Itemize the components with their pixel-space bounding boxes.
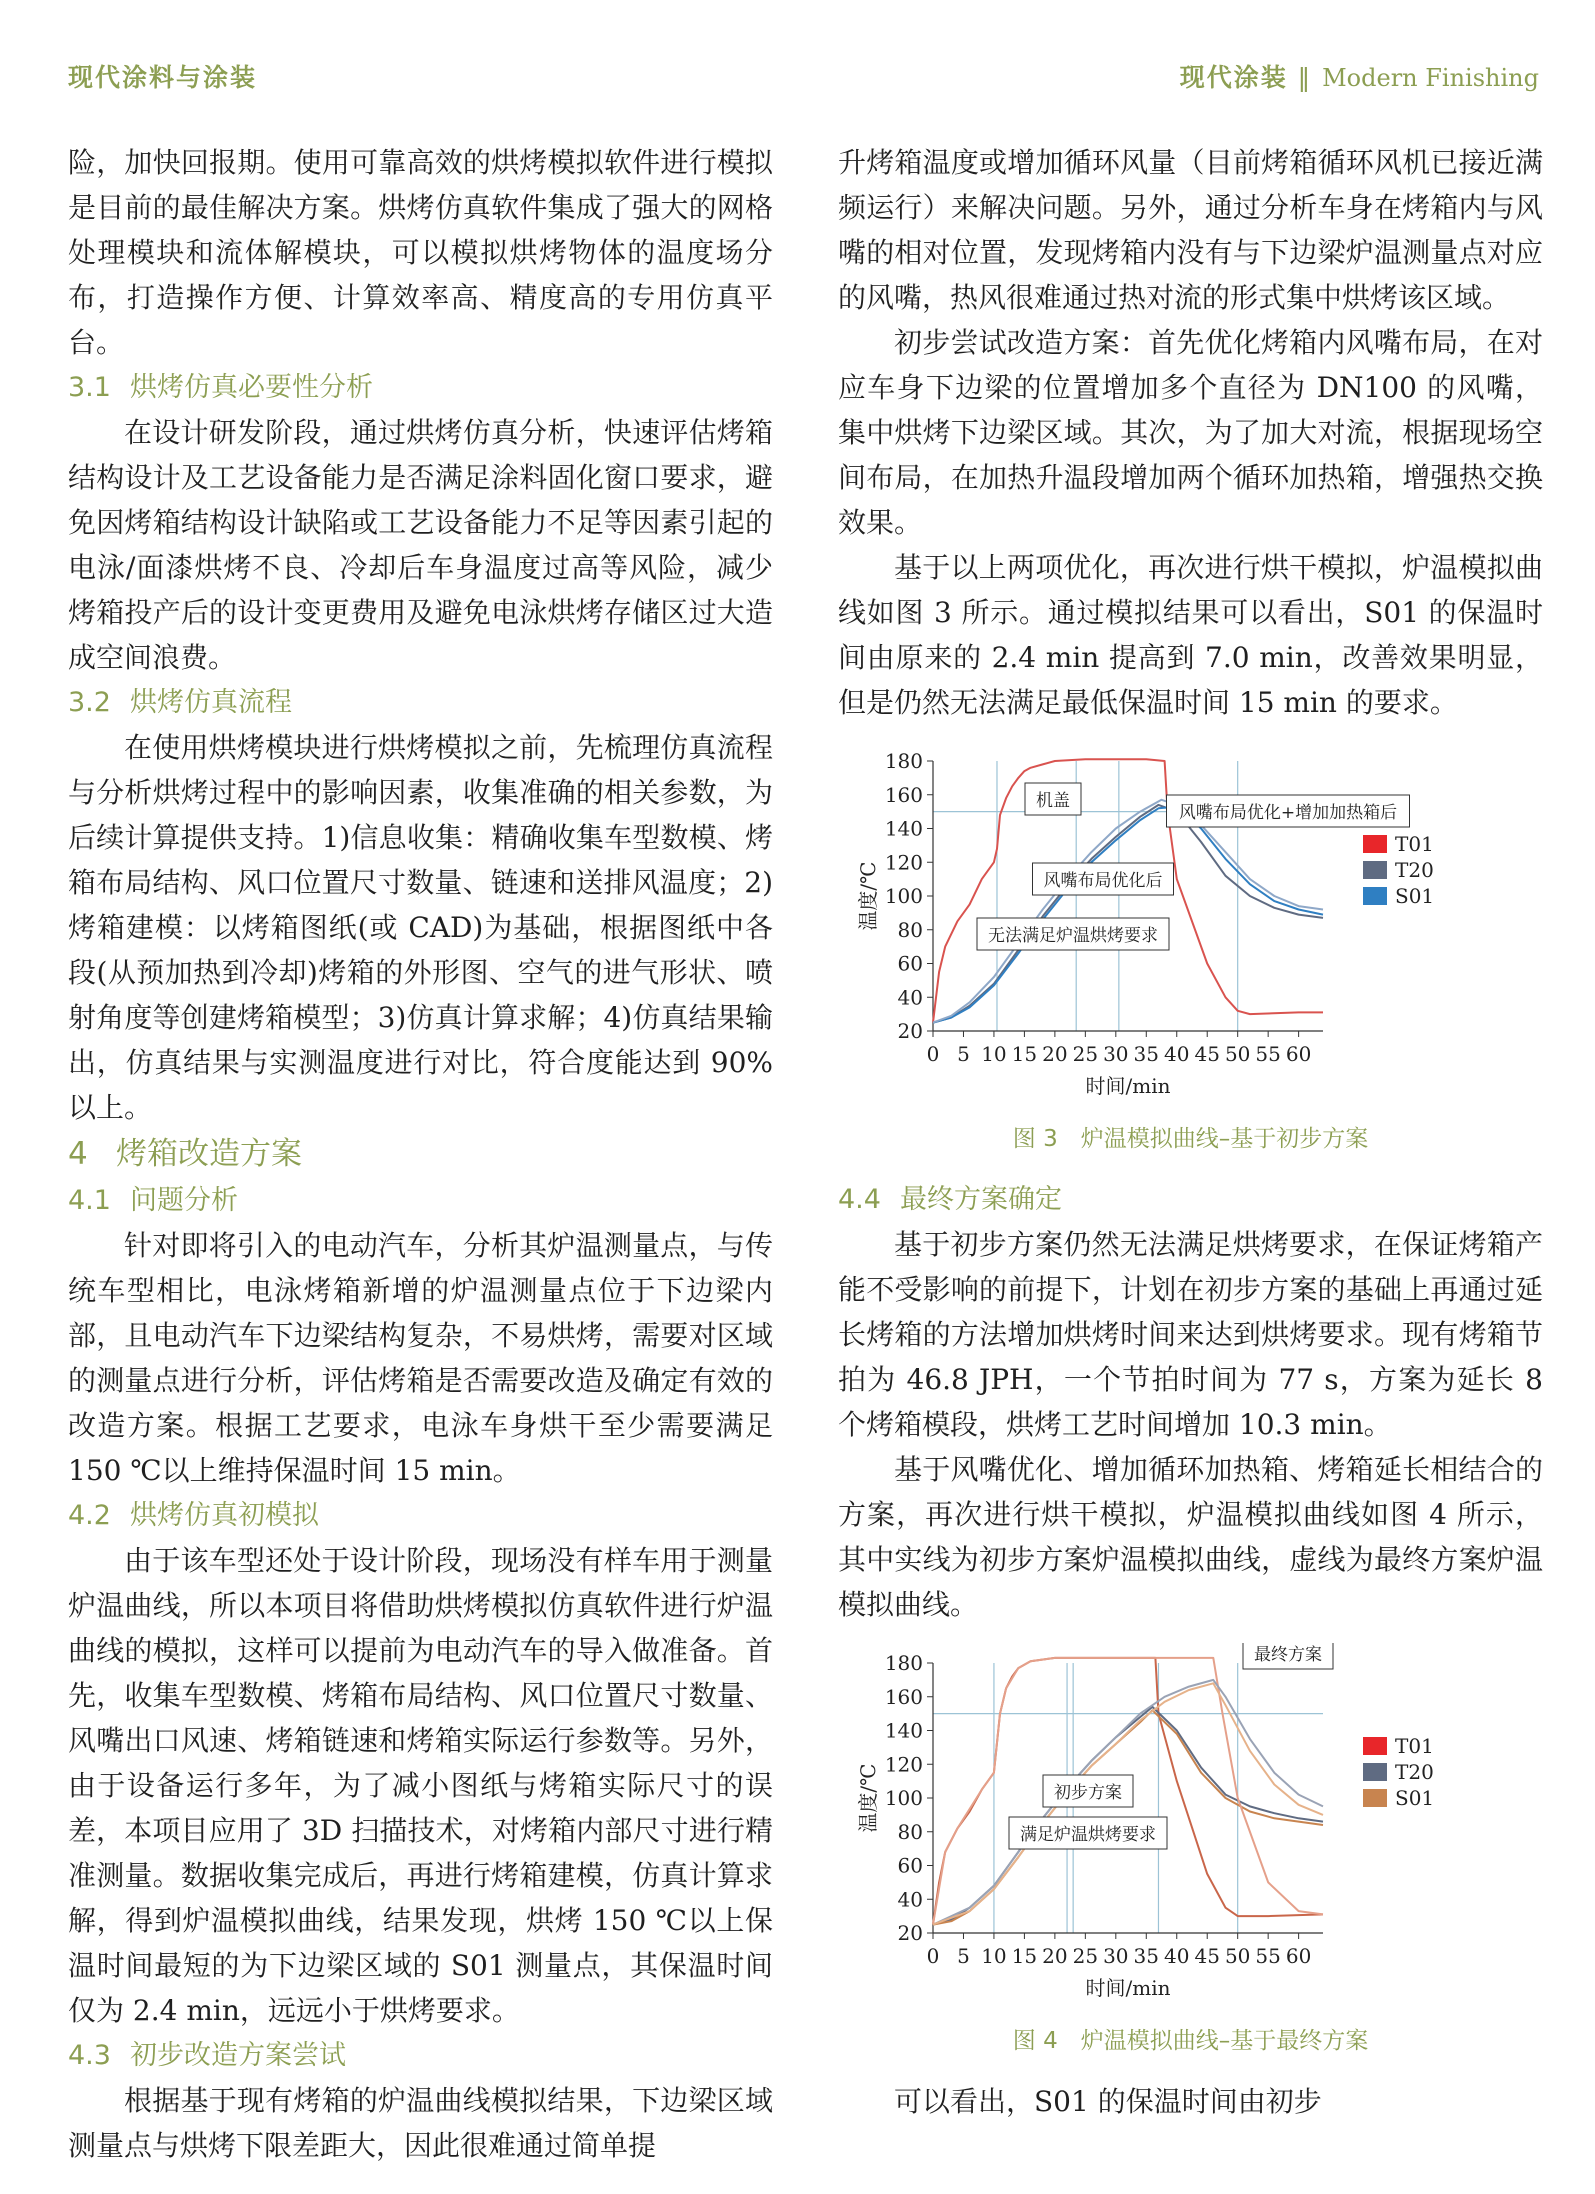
section-heading-3-2	[68, 680, 773, 725]
section-title: 烘烤仿真初模拟	[130, 1500, 319, 1531]
legend-swatch	[1363, 835, 1387, 853]
y-tick-label: 40	[897, 1887, 923, 1912]
x-tick-label: 0	[926, 1042, 940, 1066]
x-tick-label: 55	[1255, 1944, 1281, 1968]
x-tick-label: 15	[1011, 1944, 1038, 1968]
section-title: 初步改造方案尝试	[130, 2040, 346, 2071]
legend	[1363, 1734, 1434, 1810]
x-tick-label: 35	[1133, 1944, 1160, 1968]
series-line-2	[933, 807, 1323, 1023]
y-tick-label: 20	[897, 1019, 923, 1043]
y-tick-label: 180	[884, 1651, 923, 1675]
section-title: 烘烤仿真必要性分析	[130, 372, 373, 403]
x-tick-label: 50	[1224, 1944, 1251, 1968]
paragraph: 针对即将引入的电动汽车，分析其炉温测量点，与传统车型相比，电泳烤箱新增的炉温测量点位于下边梁内部，且电动汽车下边梁结构复杂，不易烘烤，需要对区域的测量点进行分析，评估烤箱是否需要改造及确定有效的改造方案。根据工艺要求，电泳车身烘干至少需要满足 150 ℃以上维持保温时间 15 min。	[68, 1229, 773, 1487]
legend-label: T20	[1395, 858, 1434, 882]
section-heading-4-4	[838, 1177, 1543, 1222]
x-axis-label: 时间/min	[1085, 1074, 1171, 1098]
section-heading-4-3	[68, 2033, 773, 2078]
journal-separator: ‖	[1297, 63, 1313, 92]
section-number: 4.2	[68, 1500, 111, 1531]
x-tick-label: 40	[1164, 1042, 1190, 1066]
x-tick-label: 55	[1255, 1042, 1281, 1066]
right-column	[838, 140, 1543, 2124]
legend-label: T01	[1395, 1734, 1434, 1758]
x-tick-label: 50	[1224, 1042, 1251, 1066]
y-tick-label: 80	[897, 917, 923, 942]
x-tick-label: 5	[957, 1042, 970, 1066]
y-tick-label: 120	[884, 1752, 923, 1777]
legend-label: T20	[1395, 1760, 1434, 1784]
y-tick-label: 140	[884, 816, 923, 841]
section-number: 3.1	[68, 372, 111, 403]
section-number: 4.3	[68, 2040, 111, 2071]
y-tick-label: 120	[884, 850, 923, 875]
annotations	[1009, 1643, 1333, 1849]
x-tick-label: 60	[1285, 1042, 1312, 1066]
section-heading-4-2	[68, 1493, 773, 1538]
section-number: 4	[68, 1136, 88, 1172]
x-axis-label: 时间/min	[1085, 1976, 1171, 2000]
figure-3	[838, 741, 1543, 1111]
legend-swatch	[1363, 1737, 1387, 1755]
paragraph: 在设计研发阶段，通过烘烤仿真分析，快速评估烤箱结构设计及工艺设备能力是否满足涂料固化窗口要求，避免因烤箱结构设计缺陷或工艺设备能力不足等因素引起的电泳/面漆烘烤不良、冷却后车身温度过高等风险，减少烤箱投产后的设计变更费用及避免电泳烘烤存储区过大造成空间浪费。	[68, 416, 773, 674]
x-tick-label: 45	[1194, 1042, 1220, 1066]
x-tick-label: 45	[1194, 1944, 1220, 1968]
y-tick-label: 100	[884, 884, 923, 908]
x-tick-label: 25	[1072, 1042, 1099, 1066]
section-heading-3-1	[68, 365, 773, 410]
section-heading-4-1	[68, 1178, 773, 1223]
paragraph: 初步尝试改造方案：首先优化烤箱内风嘴布局，在对应车身下边梁的位置增加多个直径为 DN100 的风嘴，集中烘烤下边梁区域。其次，为了加大对流，根据现场空间布局，在加热升温段增加两个循环加热箱，增强热交换效果。	[838, 326, 1543, 539]
x-tick-label: 10	[981, 1944, 1007, 1968]
y-tick-label: 160	[884, 782, 923, 807]
x-tick-label: 0	[926, 1944, 940, 1968]
journal-name-cn: 现代涂装	[1179, 63, 1288, 92]
section-heading-4	[68, 1130, 773, 1178]
chart-figure-4	[838, 1643, 1543, 2013]
y-tick-label: 80	[897, 1819, 923, 1844]
journal-header-right	[1180, 58, 1539, 94]
y-tick-label: 60	[897, 1853, 923, 1878]
x-tick-label: 20	[1042, 1042, 1068, 1066]
x-tick-label: 30	[1103, 1944, 1129, 1968]
paragraph: 根据基于现有烤箱的炉温曲线模拟结果，下边梁区域测量点与烘烤下限差距大，因此很难通过简单提	[68, 2084, 773, 2162]
paragraph: 在使用烘烤模块进行烘烤模拟之前，先梳理仿真流程与分析烘烤过程中的影响因素，收集准确的相关参数，为后续计算提供支持。1)信息收集：精确收集车型数模、烤箱布局结构、风口位置尺寸数量、链速和送排风温度；2)烤箱建模：以烤箱图纸(或 CAD)为基础，根据图纸中各段(从预加热到冷却)烤箱的外形图、空气的进气形状、喷射角度等创建烤箱模型；3)仿真计算求解；4)仿真结果输出，仿真结果与实测温度进行对比，符合度能达到 90%以上。	[68, 731, 773, 1124]
x-tick-label: 40	[1164, 1944, 1190, 1968]
y-tick-label: 180	[884, 749, 923, 773]
section-title: 最终方案确定	[900, 1184, 1062, 1215]
section-number: 3.2	[68, 687, 111, 718]
figure-4	[838, 1643, 1543, 2013]
paragraph: 由于该车型还处于设计阶段，现场没有样车用于测量炉温曲线，所以本项目将借助烘烤模拟仿真软件进行炉温曲线的模拟，这样可以提前为电动汽车的导入做准备。首先，收集车型数模、烤箱布局结构、风口位置尺寸数量、风嘴出口风速、烤箱链速和烤箱实际运行参数等。另外，由于设备运行多年，为了减小图纸与烤箱实际尺寸的误差，本项目应用了 3D 扫描技术，对烤箱内部尺寸进行精准测量。数据收集完成后，再进行烤箱建模，仿真计算求解，得到炉温模拟曲线，结果发现，烘烤 150 ℃以上保温时间最短的为下边梁区域的 S01 测量点，其保温时间仅为 2.4 min，远远小于烘烤要求。	[68, 1544, 773, 2027]
series-line-3	[933, 800, 1323, 1023]
y-tick-label: 140	[884, 1718, 923, 1743]
y-tick-label: 100	[884, 1786, 923, 1810]
legend	[1363, 832, 1434, 908]
paragraph: 基于初步方案仍然无法满足烘烤要求，在保证烤箱产能不受影响的前提下，计划在初步方案的基础上再通过延长烤箱的方法增加烘烤时间来达到烘烤要求。现有烤箱节拍为 46.8 JPH，一个节拍时间为 77 s，方案为延长 8 个烤箱模段，烘烤工艺时间增加 10.3 min。	[838, 1228, 1543, 1441]
paragraph: 基于以上两项优化，再次进行烘干模拟，炉温模拟曲线如图 3 所示。通过模拟结果可以看出，S01 的保温时间由原来的 2.4 min 提高到 7.0 min，改善效果明显，但是仍然无法满足最低保温时间 15 min 的要求。	[838, 551, 1543, 719]
x-tick-label: 25	[1072, 1944, 1099, 1968]
paragraph: 基于风嘴优化、增加循环加热箱、烤箱延长相结合的方案，再次进行烘干模拟，炉温模拟曲线如图 4 所示，其中实线为初步方案炉温模拟曲线，虚线为最终方案炉温模拟曲线。	[838, 1453, 1543, 1621]
legend-label: S01	[1395, 884, 1435, 908]
legend-swatch	[1363, 1789, 1387, 1807]
y-tick-label: 20	[897, 1921, 923, 1945]
annotation-label: 最终方案	[1254, 1645, 1322, 1665]
legend-swatch	[1363, 1763, 1387, 1781]
section-title: 问题分析	[130, 1185, 238, 1216]
figure-caption: 图 4 炉温模拟曲线–基于最终方案	[1012, 2028, 1369, 2054]
annotation-label: 风嘴布局优化后	[1043, 871, 1163, 891]
y-tick-label: 40	[897, 985, 923, 1010]
paragraph: 可以看出，S01 的保温时间由初步	[894, 2085, 1322, 2118]
section-number: 4.4	[838, 1184, 881, 1215]
annotation-label: 风嘴布局优化+增加加热箱后	[1178, 803, 1398, 823]
journal-name-en: Modern Finishing	[1322, 64, 1539, 92]
legend-swatch	[1363, 887, 1387, 905]
y-tick-label: 60	[897, 951, 923, 976]
x-tick-label: 10	[981, 1042, 1007, 1066]
x-tick-label: 60	[1285, 1944, 1312, 1968]
legend-label: T01	[1395, 832, 1434, 856]
x-tick-label: 5	[957, 1944, 970, 1968]
annotation-label: 初步方案	[1054, 1783, 1122, 1803]
section-number: 4.1	[68, 1185, 111, 1216]
x-tick-label: 15	[1011, 1042, 1038, 1066]
x-tick-label: 20	[1042, 1944, 1068, 1968]
section-title: 烘烤仿真流程	[130, 687, 292, 718]
annotation-label: 无法满足炉温烘烤要求	[988, 926, 1158, 946]
paragraph: 险，加快回报期。使用可靠高效的烘烤模拟软件进行模拟是目前的最佳解决方案。烘烤仿真软件集成了强大的网格处理模块和流体解模块，可以模拟烘烤物体的温度场分布，打造操作方便、计算效率高、精度高的专用仿真平台。	[68, 146, 773, 359]
x-tick-label: 30	[1103, 1042, 1129, 1066]
annotation-label: 机盖	[1036, 791, 1070, 811]
y-axis-label: 温度/℃	[856, 861, 880, 931]
chart-figure-3	[838, 741, 1543, 1111]
legend-swatch	[1363, 861, 1387, 879]
figure-caption: 图 3 炉温模拟曲线–基于初步方案	[1012, 1126, 1369, 1152]
y-axis-label: 温度/℃	[856, 1763, 880, 1833]
section-title: 烤箱改造方案	[116, 1136, 302, 1172]
y-tick-label: 160	[884, 1684, 923, 1709]
x-tick-label: 35	[1133, 1042, 1160, 1066]
series-line-1	[933, 805, 1323, 1023]
journal-header-left: 现代涂料与涂装	[68, 63, 258, 92]
legend-label: S01	[1395, 1786, 1435, 1810]
annotation-label: 满足炉温烘烤要求	[1020, 1825, 1156, 1845]
paragraph: 升烤箱温度或增加循环风量（目前烤箱循环风机已接近满频运行）来解决问题。另外，通过分析车身在烤箱内与风嘴的相对位置，发现烤箱内没有与下边梁炉温测量点对应的风嘴，热风很难通过热对流的形式集中烘烤该区域。	[838, 146, 1543, 314]
left-column	[68, 140, 773, 2168]
